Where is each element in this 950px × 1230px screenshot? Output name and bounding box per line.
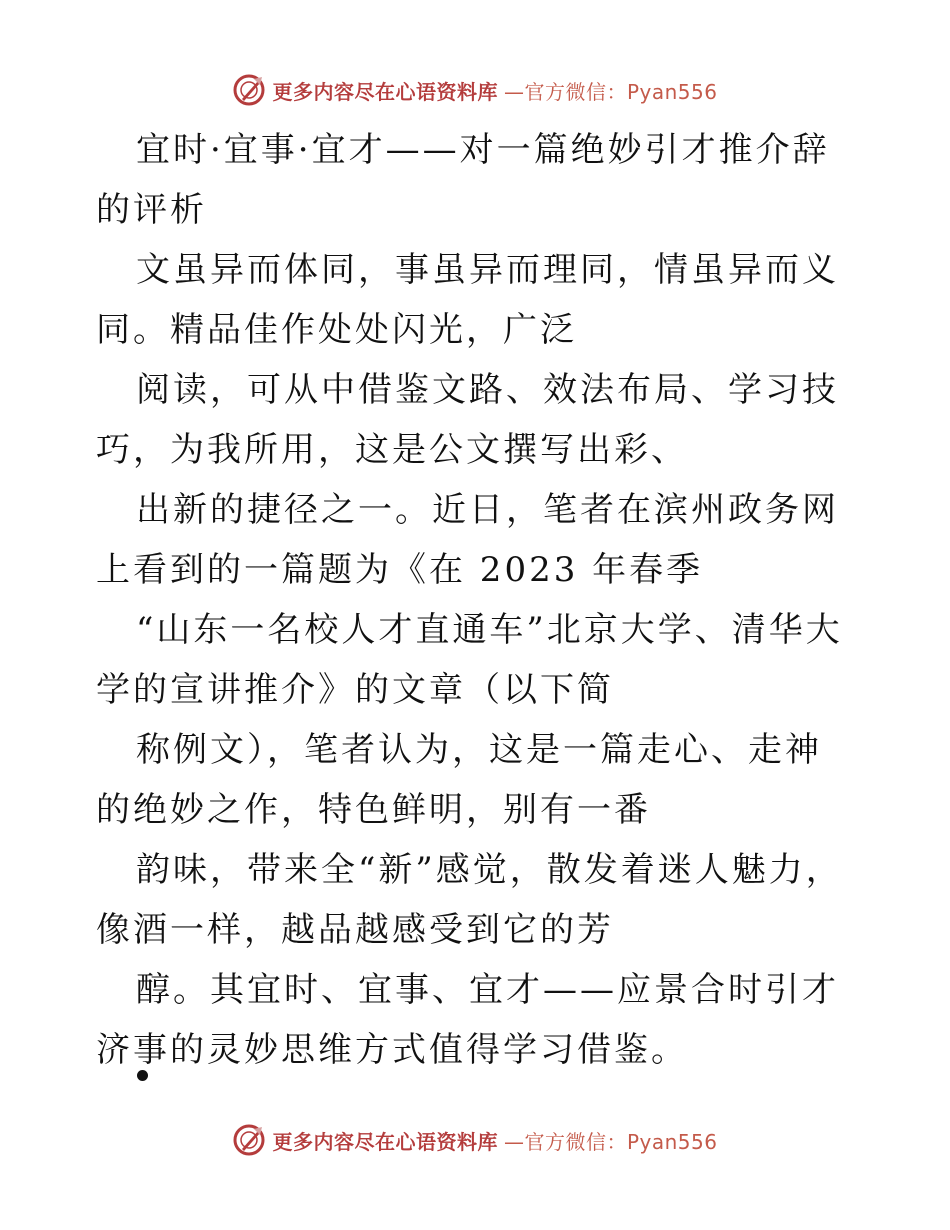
paragraph: “山东一名校人才直通车”北京大学、清华大学的宣讲推介》的文章（以下简: [96, 610, 843, 710]
quill-seal-icon: [232, 73, 266, 107]
document-title: 宜时·宜事·宜才——对一篇绝妙引才推介辞的评析: [96, 130, 830, 230]
footer-banner: [0, 1120, 950, 1160]
banner-title: 更多内容尽在心语资料库: [272, 79, 498, 104]
banner-title: 更多内容尽在心语资料库: [272, 1129, 498, 1154]
paragraph: 阅读，可从中借鉴文路、效法布局、学习技巧，为我所用，这是公文撰写出彩、: [96, 370, 839, 470]
bullet-marker: [137, 1070, 148, 1081]
header-banner: [0, 70, 950, 110]
paragraph: 出新的捷径之一。近日，笔者在滨州政务网上看到的一篇题为《在 2023 年春季: [96, 490, 839, 590]
paragraph: 醇。其宜时、宜事、宜才——应景合时引才济事的灵妙思维方式值得学习借鉴。: [96, 970, 839, 1070]
banner-wechat: —官方微信：Pyan556: [503, 1129, 718, 1154]
paragraph: 文虽异而体同，事虽异而理同，情虽异而义同。精品佳作处处闪光，广泛: [96, 250, 839, 350]
document-body: [96, 120, 856, 1080]
quill-seal-icon: [232, 1123, 266, 1157]
paragraph: 韵味，带来全“新”感觉，散发着迷人魅力，像酒一样，越品越感受到它的芳: [96, 850, 843, 950]
paragraph: 称例文），笔者认为，这是一篇走心、走神的绝妙之作，特色鲜明，别有一番: [96, 730, 822, 830]
banner-wechat: —官方微信：Pyan556: [503, 79, 718, 104]
